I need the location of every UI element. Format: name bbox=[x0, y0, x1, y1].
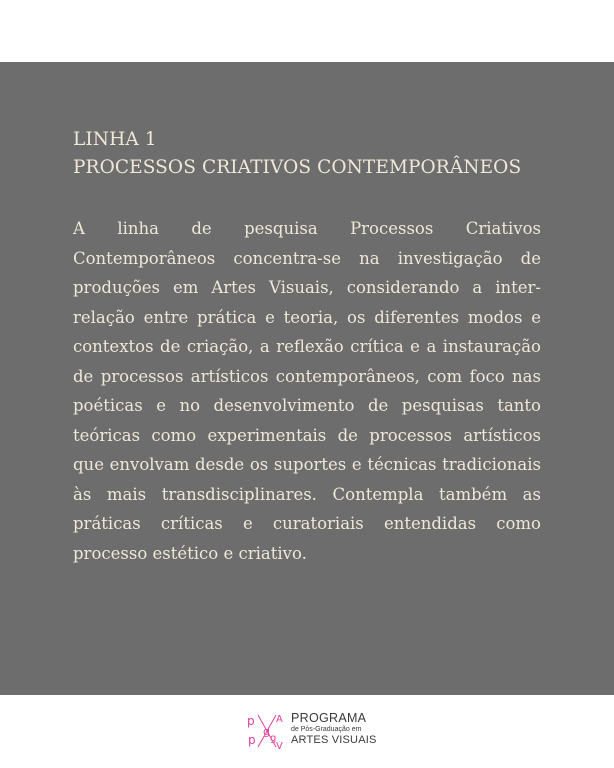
logo-letter-3: A bbox=[276, 714, 283, 725]
logo-line-programa: PROGRAMA bbox=[291, 711, 367, 725]
section-title: PROCESSOS CRIATIVOS CONTEMPORÂNEOS bbox=[73, 157, 522, 178]
logo-letter-2: g bbox=[263, 725, 270, 738]
logo-letter-4: p bbox=[248, 733, 256, 747]
logo-letter-5: g bbox=[270, 733, 277, 744]
section-heading bbox=[73, 126, 553, 182]
logo-line-pos-graduacao: de Pós-Graduação em bbox=[291, 726, 362, 733]
logo-letter-6: V bbox=[276, 741, 283, 751]
section-description: A linha de pesquisa Processos Criativos Contemporâneos concentra-se na investigação de produções em Artes Visuais, considerando a inter-relação entre prática e teoria, os diferentes modos e contextos de criação, a reflexão crítica e a instauração de processos artísticos contemporâneos, com foco nas poéticas e no desenvolvimento de pesquisas tanto teóricas como experimentais de processos artísticos que envolvam desde os suportes e técnicas tradicionais às mais transdisciplinares. Contempla também as práticas críticas e curatoriais entendidas como processo estético e criativo. bbox=[73, 219, 541, 563]
ppgav-logo bbox=[245, 711, 375, 751]
logo-line-artes-visuais: ARTES VISUAIS bbox=[291, 734, 377, 746]
logo-text bbox=[291, 711, 381, 747]
logo-mark-icon bbox=[245, 711, 289, 751]
logo-letter-1: p bbox=[247, 714, 255, 728]
line-label: LINHA 1 bbox=[73, 129, 157, 150]
